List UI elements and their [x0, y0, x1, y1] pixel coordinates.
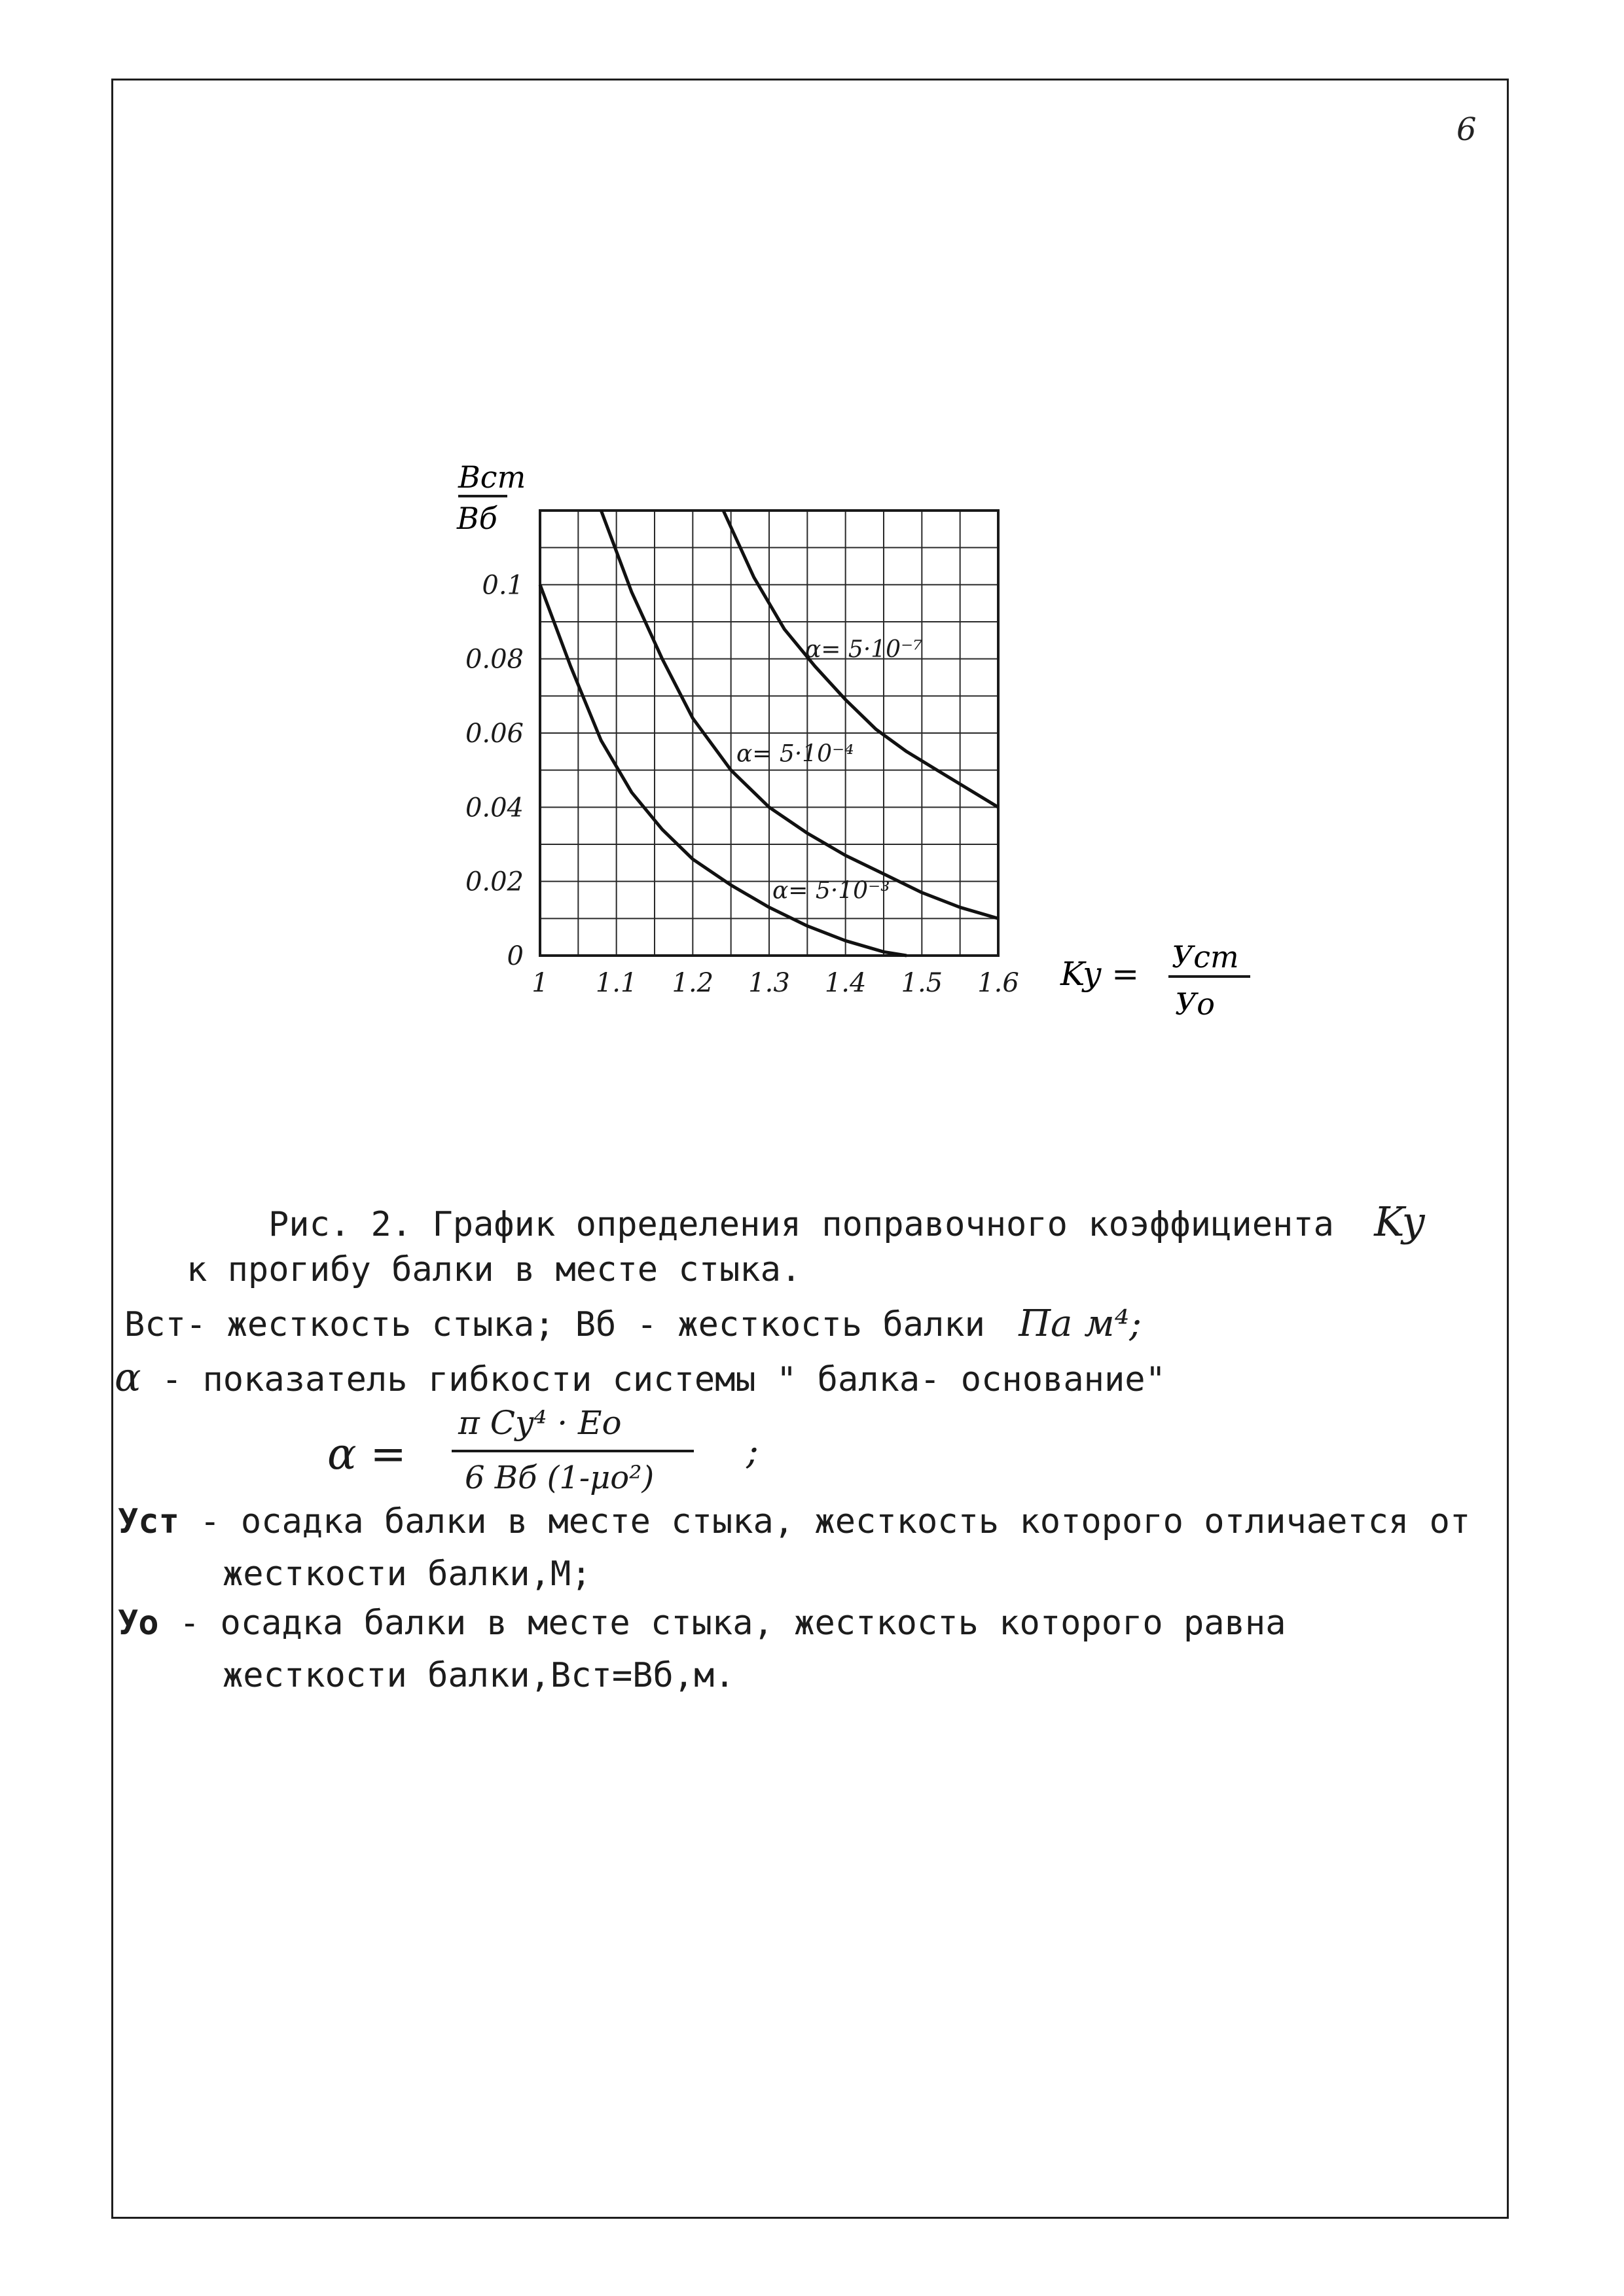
chart	[445, 445, 1309, 1047]
caption-line-1	[268, 1198, 1425, 1246]
alpha-symbol: α	[115, 1355, 141, 1401]
b-st-text: - жесткость стыка; Вб - жесткость балки	[185, 1305, 985, 1344]
x-tick-label: 1.6	[977, 968, 1019, 998]
y-st-text-1: - осадка балки в месте стыка, жесткость которого отличается от	[200, 1502, 1471, 1541]
y-tick-label: 0.08	[465, 644, 524, 675]
y-tick-label: 0.02	[465, 867, 524, 897]
y-o-text-1: - осадка балки в месте стыка, жесткость которого равна	[179, 1604, 1286, 1643]
series-label: α= 5·10⁻³	[772, 877, 890, 905]
y-axis-label	[456, 459, 526, 536]
y-o-symbol: Уо	[118, 1604, 159, 1643]
x-tick-label: 1.5	[901, 968, 943, 998]
y-label-numerator: Вст	[458, 459, 526, 495]
y-st-symbol: Уст	[118, 1502, 179, 1541]
alpha-text: - показатель гибкости системы " балка- основание"	[161, 1360, 1166, 1399]
caption-line-2: к прогибу балки в месте стыка.	[187, 1250, 802, 1289]
x-label-lhs: Ky =	[1060, 955, 1140, 993]
caption-text: Рис. 2. График определения поправочного коэффициента	[268, 1205, 1334, 1244]
chart-grid	[540, 511, 998, 956]
b-st-symbol: Вст	[124, 1305, 186, 1344]
legend-alpha	[115, 1355, 1166, 1401]
y-tick-label: 0.1	[482, 570, 524, 601]
series-label: α= 5·10⁻⁷	[805, 636, 923, 663]
x-label-denominator: Уо	[1175, 986, 1215, 1022]
formula-numerator: π Cy⁴ · Eо	[458, 1404, 622, 1442]
legend-b-st	[124, 1302, 1142, 1345]
x-tick-label: 1.3	[748, 968, 790, 998]
legend-y-o-1	[118, 1604, 1286, 1643]
legend-y-st-2: жесткости балки,М;	[223, 1554, 592, 1594]
legend-y-o-2: жесткости балки,Вст=Вб,м.	[223, 1656, 735, 1695]
formula-denominator: 6 Вб (1-μо²)	[465, 1460, 655, 1496]
alpha-formula	[327, 1404, 851, 1515]
caption-symbol-ky: Ky	[1374, 1198, 1425, 1246]
page-number: 6	[1456, 111, 1477, 148]
series-curve	[601, 511, 998, 918]
formula-fraction-bar	[452, 1450, 694, 1452]
series-label: α= 5·10⁻⁴	[736, 740, 854, 768]
x-label-numerator: Уст	[1172, 939, 1239, 975]
x-tick-label: 1.4	[824, 968, 867, 998]
y-label-denominator: Вб	[457, 501, 497, 536]
chart-ticks	[465, 570, 1019, 998]
x-tick-label: 1	[532, 968, 549, 998]
x-tick-label: 1.2	[672, 968, 714, 998]
y-tick-label: 0.06	[465, 719, 524, 749]
y-tick-label: 0	[507, 941, 524, 971]
formula-lhs: α =	[327, 1429, 406, 1479]
x-tick-label: 1.1	[595, 968, 638, 998]
x-axis-label	[1060, 939, 1250, 1022]
page-frame	[111, 79, 1509, 2219]
b-unit: Па м⁴;	[1019, 1302, 1142, 1345]
y-tick-label: 0.04	[465, 793, 524, 823]
formula-end: ;	[746, 1430, 759, 1473]
legend-y-st-1	[118, 1502, 1470, 1541]
